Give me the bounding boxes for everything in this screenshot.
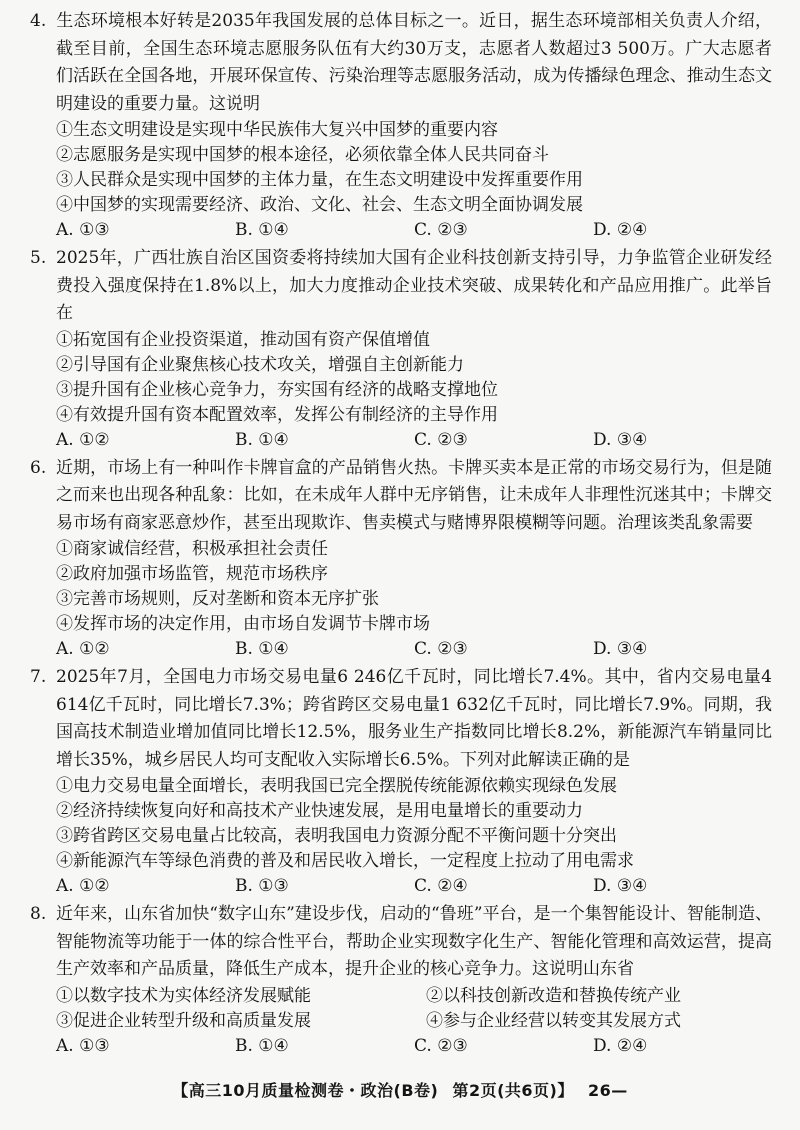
option-1: ①电力交易电量全面增长，表明我国已完全摆脱传统能源依赖实现绿色发展 [56,776,617,796]
option-1: ①拓宽国有企业投资渠道，推动国有资产保值增值 [56,329,430,350]
option-3: ③完善市场规则，反对垄断和资本无序扩张 [56,589,379,609]
choice-b[interactable]: B. ①④ [235,220,289,240]
option-3: ③跨省跨区交易电量占比较高，表明我国电力资源分配不平衡问题十分突出 [56,826,617,846]
choice-b[interactable]: B. ①④ [235,429,289,450]
question-8 [30,901,772,1059]
choice-b[interactable]: B. ①④ [235,639,289,659]
option-1: ①生态文明建设是实现中华民族伟大复兴中国梦的重要内容 [56,120,498,140]
option-2: ②引导国有企业聚焦核心技术攻关，增强自主创新能力 [56,354,464,375]
question-number: 7. [30,667,47,687]
question-6 [30,455,772,663]
choice-c[interactable]: C. ②③ [414,1035,468,1056]
choice-b[interactable]: B. ①④ [235,1035,289,1056]
choice-a[interactable]: A. ①② [56,429,110,450]
option-1: ①以数字技术为实体经济发展赋能 [56,985,311,1006]
option-4: ④新能源汽车等绿色消费的普及和居民收入增长，一定程度上拉动了用电需求 [56,851,634,871]
answer-choices [56,637,772,662]
option-4: ④有效提升国有资本配置效率，发挥公有制经济的主导作用 [56,404,498,425]
question-stem [30,245,772,328]
option-2: ②志愿服务是实现中国梦的根本途径，必须依靠全体人民共同奋斗 [56,145,549,165]
question-text: 生态环境根本好转是2035年我国发展的总体目标之一。近日，据生态环境部相关负责人介绍，截至目前，全国生态环境志愿服务队伍有大约30万支，志愿者人数超过3 500万。广大志愿者们活跃在全国各地，开展环保宣传、污染治理等志愿服务活动，成为传播绿色理念、推动生态文明建设的重要力量。这说明 [56,11,772,114]
option-2: ②政府加强市场监管，规范市场秩序 [56,564,328,584]
question-text: 2025年，广西壮族自治区国资委将持续加大国有企业科技创新支持引导，力争监管企业研发经费投入强度保持在1.8%以上，加大力度推动企业技术突破、成果转化和产品应用推广。此举旨在 [56,248,772,323]
question-5 [30,245,772,453]
answer-choices [56,218,772,243]
option-2: ②经济持续恢复向好和高技术产业快速发展，是用电量增长的重要动力 [56,801,583,821]
choice-a[interactable]: A. ①③ [56,1035,110,1056]
question-number: 4. [30,11,47,31]
option-4: ④发挥市场的决定作用，由市场自发调节卡牌市场 [56,614,430,634]
footer-title: 【高三10月质量检测卷・政治(B卷) [172,1081,439,1100]
option-4: ④参与企业经营以转变其发展方式 [426,1010,681,1031]
question-number: 5. [30,248,47,268]
question-number: 6. [30,457,47,478]
question-text: 近期，市场上有一种叫作卡牌盲盒的产品销售火热。卡牌买卖本是正常的市场交易行为，但是随之而来也出现各种乱象：比如，在未成年人群中无序销售，让未成年人非理性沉迷其中；卡牌交易市场有商家恶意炒作，甚至出现欺诈、售卖模式与赌博界限模糊等问题。治理该类乱象需要 [56,457,772,533]
option-4: ④中国梦的实现需要经济、政治、文化、社会、生态文明全面协调发展 [56,195,583,215]
footer-page-number: 第2页(共6页)】 [452,1081,574,1100]
choice-d[interactable]: D. ③④ [593,639,648,659]
question-stem [30,8,772,118]
option-1: ①商家诚信经营，积极承担社会责任 [56,539,328,559]
choice-d[interactable]: D. ③④ [593,876,648,896]
choice-a[interactable]: A. ①③ [56,220,110,240]
choice-d[interactable]: D. ②④ [593,1035,648,1056]
choice-a[interactable]: A. ①② [56,639,110,659]
choice-a[interactable]: A. ①② [56,876,110,896]
footer-code: 26— [587,1081,628,1100]
page-footer [0,1078,800,1101]
question-number: 8. [30,904,47,924]
question-stem [30,455,772,538]
answer-choices [56,874,772,899]
choice-c[interactable]: C. ②③ [414,639,468,659]
question-7 [30,664,772,899]
question-4 [30,8,772,243]
choice-c[interactable]: C. ②③ [414,220,468,240]
option-2: ②以科技创新改造和替换传统产业 [426,985,681,1006]
question-stem [30,901,772,984]
option-3: ③提升国有企业核心竞争力，夯实国有经济的战略支撑地位 [56,379,498,400]
question-text: 2025年7月，全国电力市场交易电量6 246亿千瓦时，同比增长7.4%。其中，省内交易电量4 614亿千瓦时，同比增长7.3%；跨省跨区交易电量1 632亿千瓦时，同比增长7.9%。同期，我国高技术制造业增加值同比增长12.5%，服务业生产指数同比增长8.2%，新能源汽车销量同比增长35%，城乡居民人均可支配收入实际增长6.5%。下列对此解读正确的是 [56,667,772,770]
answer-choices [56,1034,772,1059]
question-stem [30,664,772,774]
answer-choices [56,428,772,453]
options-grid [56,984,772,1034]
choice-c[interactable]: C. ②④ [414,876,468,896]
question-text: 近年来，山东省加快“数字山东”建设步伐，启动的“鲁班”平台，是一个集智能设计、智能制造、智能物流等功能于一体的综合性平台，帮助企业实现数字化生产、智能化管理和高效运营，提高生产效率和产品质量，降低生产成本，提升企业的核心竞争力。这说明山东省 [56,904,772,979]
choice-d[interactable]: D. ③④ [593,429,648,450]
option-3: ③人民群众是实现中国梦的主体力量，在生态文明建设中发挥重要作用 [56,170,583,190]
choice-d[interactable]: D. ②④ [593,220,648,240]
choice-b[interactable]: B. ①③ [235,876,289,896]
choice-c[interactable]: C. ②③ [414,429,468,450]
option-3: ③促进企业转型升级和高质量发展 [56,1010,311,1031]
